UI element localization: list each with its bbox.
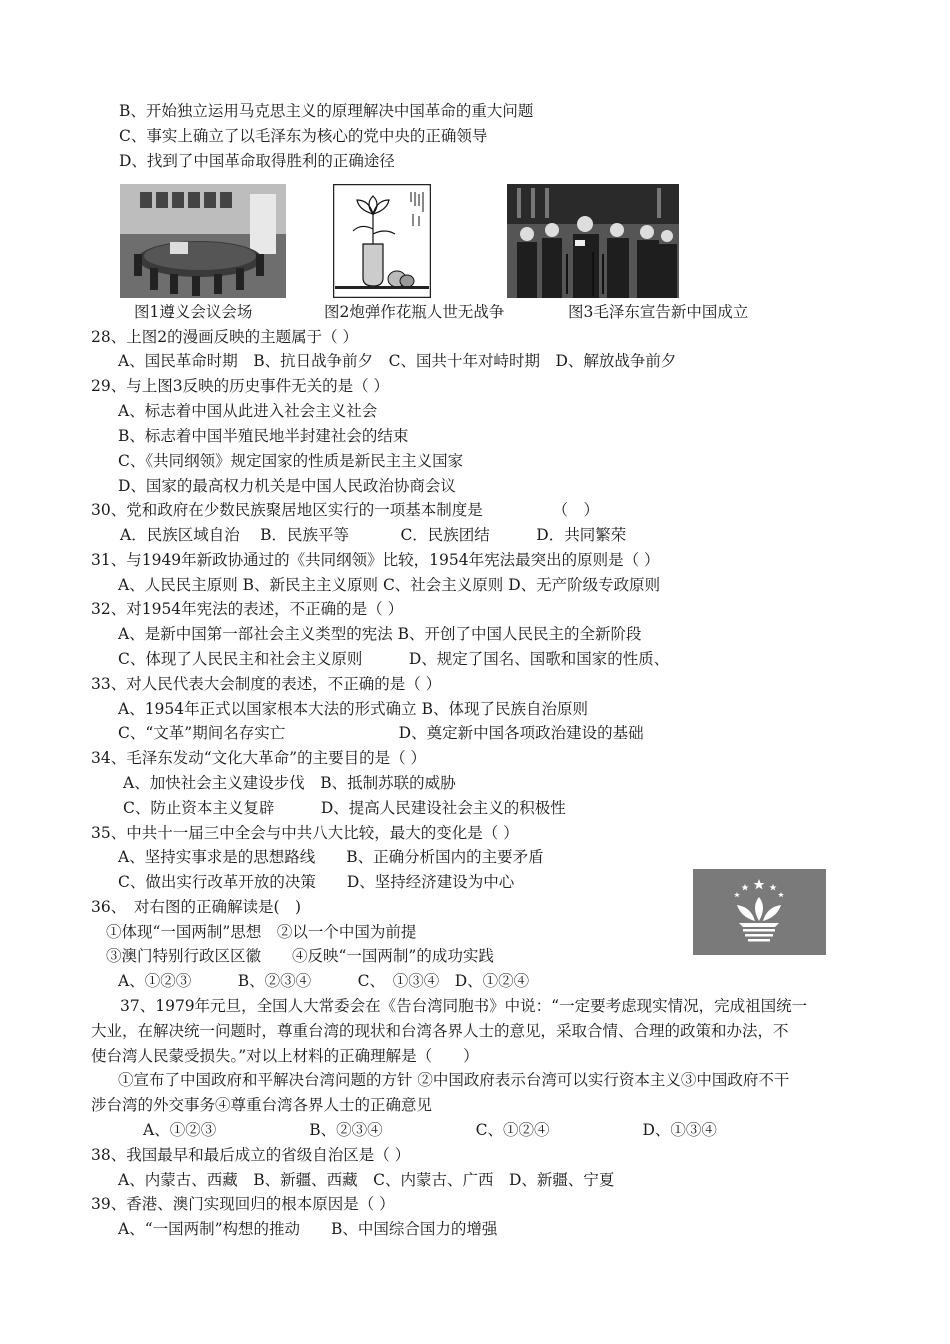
question-32: 32、对1954年宪法的表述，不正确的是（ ）	[91, 600, 404, 618]
question-34-options-ab: A、加快社会主义建设步伐 B、抵制苏联的威胁	[123, 774, 456, 792]
question-33-options-cd: C、“文革”期间名存实亡 D、奠定新中国各项政治建设的基础	[118, 724, 644, 742]
question-37-items-line-1: ①宣布了中国政府和平解决台湾问题的方针 ②中国政府表示台湾可以实行资本主义③中国政府不干	[118, 1071, 790, 1089]
question-36: 36、 对右图的正确解读是( )	[91, 898, 302, 916]
option-line: D、找到了中国革命取得胜利的正确途径	[119, 152, 395, 170]
question-36-options: A、①②③ B、②③④ C、 ①③④ D、①②④	[118, 972, 530, 990]
question-36-items-34: ③澳门特别行政区区徽 ④反映“一国两制”的成功实践	[106, 947, 494, 965]
question-33-options-ab: A、1954年正式以国家根本大法的形式确立 B、体现了民族自治原则	[118, 700, 588, 718]
question-32-options-ab: A、是新中国第一部社会主义类型的宪法 B、开创了中国人民民主的全新阶段	[118, 625, 642, 643]
question-34-options-cd: C、防止资本主义复辟 D、提高人民建设社会主义的积极性	[123, 799, 566, 817]
figure-1-zunyi-meeting-photo	[120, 184, 286, 298]
question-37-line-1: 37、1979年元旦，全国人大常委会在《告台湾同胞书》中说：“一定要考虑现实情况，完成祖国统一	[120, 997, 808, 1015]
question-28-options: A、国民革命时期 B、抗日战争前夕 C、国共十年对峙时期 D、解放战争前夕	[118, 352, 677, 370]
question-35-options-ab: A、坚持实事求是的思想路线 B、正确分析国内的主要矛盾	[118, 848, 544, 866]
question-31: 31、与1949年新政协通过的《共同纲领》比较，1954年宪法最突出的原则是（ ）	[91, 551, 660, 569]
option-line: C、事实上确立了以毛泽东为核心的党中央的正确领导	[119, 127, 488, 145]
question-35-options-cd: C、做出实行改革开放的决策 D、坚持经济建设为中心	[118, 873, 515, 891]
question-39-options: A、“一国两制”构想的推动 B、中国综合国力的增强	[118, 1220, 498, 1238]
question-28: 28、上图2的漫画反映的主题属于（ ）	[91, 328, 359, 346]
question-31-options: A、人民民主原则 B、新民主主义原则 C、社会主义原则 D、无产阶级专政原则	[118, 576, 661, 594]
question-29-option-c: C、《共同纲领》规定国家的性质是新民主主义国家	[118, 452, 464, 470]
figure-3-caption: 图3毛泽东宣告新中国成立	[568, 303, 749, 321]
option-line: B、开始独立运用马克思主义的原理解决中国革命的重大问题	[119, 102, 534, 120]
figure-1-caption: 图1遵义会议会场	[134, 303, 253, 321]
figure-2-cartoon-shell-vase	[333, 184, 431, 298]
question-38: 38、我国最早和最后成立的省级自治区是（ ）	[91, 1146, 411, 1164]
question-37-line-3: 使台湾人民蒙受损失。”对以上材料的正确理解是（ ）	[91, 1047, 479, 1065]
question-36-items-12: ①体现“一国两制”思想 ②以一个中国为前提	[106, 923, 417, 941]
question-29: 29、与上图3反映的历史事件无关的是（ ）	[91, 377, 390, 395]
figure-3-founding-ceremony-photo	[507, 184, 679, 298]
question-32-options-cd: C、体现了人民民主和社会主义原则 D、规定了国名、国歌和国家的性质、	[118, 650, 670, 668]
question-29-option-d: D、国家的最高权力机关是中国人民政治协商会议	[118, 477, 456, 495]
figure-2-caption: 图2炮弹作花瓶人世无战争	[324, 303, 505, 321]
question-29-option-a: A、标志着中国从此进入社会主义社会	[118, 402, 378, 420]
question-30: 30、党和政府在少数民族聚居地区实行的一项基本制度是 （ ）	[91, 501, 599, 519]
question-37-items-line-2: 涉台湾的外交事务④尊重台湾各界人士的正确意见	[91, 1096, 433, 1114]
question-37-line-2: 大业，在解决统一问题时，尊重台湾的现状和台湾各界人士的意见，采取合情、合理的政策和办法，不	[91, 1022, 789, 1040]
question-38-options: A、内蒙古、西藏 B、新疆、西藏 C、内蒙古、广西 D、新疆、宁夏	[118, 1171, 615, 1189]
question-33: 33、对人民代表大会制度的表述，不正确的是（ ）	[91, 675, 442, 693]
question-29-option-b: B、标志着中国半殖民地半封建社会的结束	[118, 427, 409, 445]
question-30-options: A．民族区域自治 B．民族平等 C．民族团结 D．共同繁荣	[120, 526, 627, 544]
question-37-options: A、①②③ B、②③④ C、①②④ D、①③④	[143, 1121, 717, 1139]
question-39: 39、香港、澳门实现回归的根本原因是（ ）	[91, 1195, 395, 1213]
question-35: 35、中共十一届三中全会与中共八大比较，最大的变化是（ ）	[91, 824, 519, 842]
question-34: 34、毛泽东发动“文化大革命”的主要目的是（ ）	[91, 749, 426, 767]
macau-regional-emblem	[693, 869, 826, 955]
